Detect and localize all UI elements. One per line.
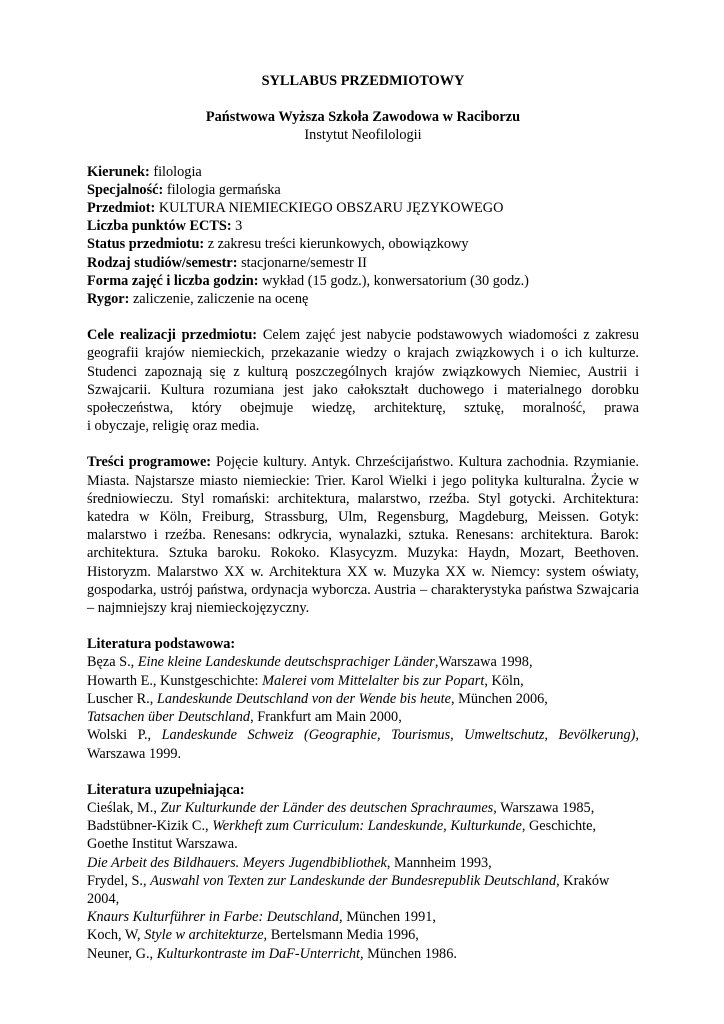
literature-item: Cieślak, M., Zur Kulturkunde der Länder des deutschen Sprachraumes, Warszawa 1985, xyxy=(87,799,595,816)
literature-item: Koch, W, Style w architekturze, Bertelsmann Media 1996, xyxy=(87,927,419,944)
document-title: SYLLABUS PRZEDMIOTOWY xyxy=(261,73,465,89)
literature-item: Luscher R., Landeskunde Deutschland von der Wende bis heute, München 2006, xyxy=(87,690,548,707)
institute-name: Instytut Neofilologii xyxy=(304,127,422,144)
syllabus-document xyxy=(87,72,639,963)
literature-item: Goethe Institut Warszawa. xyxy=(87,836,238,853)
meta-field: Liczba punktów ECTS: 3 xyxy=(87,218,243,235)
course-meta xyxy=(87,163,639,309)
goals-section xyxy=(87,326,639,435)
literature-item: Frydel, S., Auswahl von Texten zur Landeskunde der Bundesrepublik Deutschland, Kraków xyxy=(87,872,610,889)
literature-extra-section xyxy=(87,781,639,963)
literature-item: Wolski P., Landeskunde Schweiz (Geographie, Tourismus, Umweltschutz, Bevölkerung), xyxy=(87,727,639,744)
literature-item: Bęza S., Eine kleine Landeskunde deutschsprachiger Länder,Warszawa 1998, xyxy=(87,654,533,671)
literature-item: Knaurs Kulturführer in Farbe: Deutschland, München 1991, xyxy=(87,909,436,926)
literature-item: Howarth E., Kunstgeschichte: Malerei vom Mittelalter bis zur Popart, Köln, xyxy=(87,672,524,689)
literature-item: Badstübner-Kizik C., Werkheft zum Curriculum: Landeskunde, Kulturkunde, Geschichte, xyxy=(87,818,597,835)
literature-basic-section xyxy=(87,635,639,762)
literature-item: Die Arbeit des Bildhauers. Meyers Jugendbibliothek, Mannheim 1993, xyxy=(87,854,492,871)
literature-item: Neuner, G., Kulturkontraste im DaF-Unterricht, München 1986. xyxy=(87,945,457,962)
school-name: Państwowa Wyższa Szkoła Zawodowa w Raciborzu xyxy=(205,109,521,126)
literature-extra-heading: Literatura uzupełniająca: xyxy=(87,781,245,798)
literature-item: Warszawa 1999. xyxy=(87,745,182,762)
meta-field: Status przedmiotu: z zakresu treści kierunkowych, obowiązkowy xyxy=(87,236,469,253)
literature-item: Tatsachen über Deutschland, Frankfurt am Main 2000, xyxy=(87,709,402,726)
literature-item: 2004, xyxy=(87,890,120,907)
goals-last-line: i obyczaje, religię oraz media. xyxy=(87,418,260,435)
meta-field: Kierunek: filologia xyxy=(87,163,202,180)
meta-field: Specjalność: filologia germańska xyxy=(87,181,281,198)
goals-paragraph: Cele realizacji przedmiotu: Celem zajęć jest nabycie podstawowych wiadomości z zakresu geografii krajów niemieckich, przekazanie wiedzy o krajach związkowych i o ich kulturze. Studenci zapoznają się z kulturą poszczególnych krajów związkowych Niemiec, Austrii i Szwajcarii. Kultura rozumiana jest jako całokształt duchowego i materialnego dorobku społeczeństwa, który obejmuje wiedzę, architekturę, sztukę, moralność, prawa xyxy=(87,327,639,417)
meta-field: Rygor: zaliczenie, zaliczenie na ocenę xyxy=(87,291,309,308)
meta-field: Forma zajęć i liczba godzin: wykład (15 godz.), konwersatorium (30 godz.) xyxy=(87,272,529,289)
meta-field: Przedmiot: KULTURA NIEMIECKIEGO OBSZARU JĘZYKOWEGO xyxy=(87,200,504,217)
meta-field: Rodzaj studiów/semestr: stacjonarne/semestr II xyxy=(87,254,367,271)
literature-basic-heading: Literatura podstawowa: xyxy=(87,636,236,653)
content-section: Treści programowe: Pojęcie kultury. Antyk. Chrześcijaństwo. Kultura zachodnia. Rzymianie. Miasta. Najstarsze miasto niemieckie: Trier. Karol Wielki i jego polityka kulturalna. Życie w średniowieczu. Styl romański: architektura, malarstwo, rzeźba. Styl gotycki. Architektura: katedra w Köln, Freiburg, Strassburg, Ulm, Regensburg, Magdeburg, Meissen. Gotyk: malarstwo i rzeźba. Renesans: odkrycia, wynalazki, sztuka. Renesans: architektura. Barok: architektura. Sztuka baroku. Rokoko. Klasycyzm. Muzyka: Haydn, Mozart, Beethoven. Historyzm. Malarstwo XX w. Architektura XX w. Muzyka XX w. Niemcy: system oświaty, gospodarka, ustrój państwa, ordynacja wyborcza. Austria – charakterystyka państwa Szwajcaria – najmniejszy kraj niemieckojęzyczny. xyxy=(87,454,639,617)
